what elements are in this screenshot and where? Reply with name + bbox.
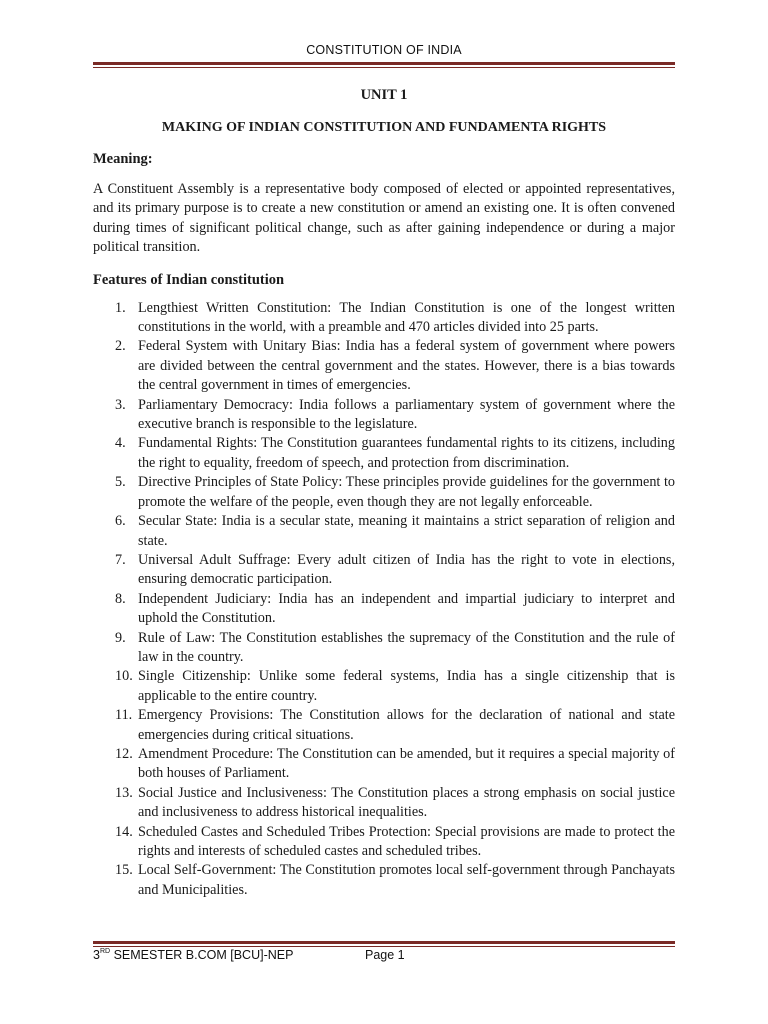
feature-number: 11. (115, 707, 133, 724)
feature-item (93, 299, 675, 338)
footer-semester-suffix: RD (99, 948, 111, 955)
footer-course: SEMESTER B.COM [BCU]-NEP (113, 948, 294, 962)
header-rule-thick (93, 62, 675, 65)
feature-number: 6. (115, 513, 126, 530)
meaning-heading: Meaning: (93, 151, 153, 167)
feature-item (93, 551, 675, 590)
feature-item (93, 512, 675, 551)
feature-number: 14. (115, 823, 133, 840)
feature-text: Secular State: India is a secular state, meaning it maintains a strict separation of religion and state. (138, 513, 675, 549)
feature-text: Single Citizenship: Unlike some federal systems, India has a single citizenship that is applicable to the entire country. (138, 668, 675, 704)
footer-rule-thin (93, 946, 675, 947)
feature-number: 4. (115, 435, 126, 452)
feature-text: Social Justice and Inclusiveness: The Constitution places a strong emphasis on social justice and inclusiveness to address historical inequalities. (138, 784, 675, 821)
footer-rule-thick (93, 941, 675, 944)
feature-text: Fundamental Rights: The Constitution guarantees fundamental rights to its citizens, including the right to equality, freedom of speech, and protection from discrimination. (138, 435, 675, 471)
feature-text: Universal Adult Suffrage: Every adult citizen of India has the right to vote in elections, ensuring democratic participation. (138, 551, 675, 588)
feature-number: 9. (115, 629, 126, 646)
feature-text: Lengthiest Written Constitution: The Indian Constitution is one of the longest written constitutions in the world, with a preamble and 470 articles divided into 25 parts. (138, 299, 675, 336)
feature-item (93, 784, 675, 823)
feature-item (93, 473, 675, 512)
feature-number: 3. (115, 396, 126, 413)
feature-text: Rule of Law: The Constitution establishes the supremacy of the Constitution and the rule of law in the country. (138, 629, 675, 665)
footer-semester (93, 948, 293, 962)
meaning-paragraph: A Constituent Assembly is a representative body composed of elected or appointed representatives, and its primary purpose is to create a new constitution or amend an existing one. It is often convened during times of significant political change, such as after gaining independence or during a major political transition. (93, 181, 675, 256)
feature-text: Local Self-Government: The Constitution promotes local self-government through Panchayats and Municipalities. (138, 862, 675, 898)
feature-text: Federal System with Unitary Bias: India has a federal system of government where powers are divided between the central government and the states. However, there is a bias towards the central government in times of emergencies. (138, 338, 675, 394)
feature-text: Independent Judiciary: India has an independent and impartial judiciary to interpret and uphold the Constitution. (138, 590, 675, 627)
section-title: MAKING OF INDIAN CONSTITUTION AND FUNDAMENTA RIGHTS (161, 120, 607, 135)
feature-text: Scheduled Castes and Scheduled Tribes Protection: Special provisions are made to protect the rights and interests of scheduled castes and scheduled tribes. (138, 823, 675, 859)
feature-number: 10. (115, 668, 133, 685)
feature-number: 15. (115, 862, 133, 879)
feature-item (93, 706, 675, 745)
features-list (93, 299, 675, 901)
feature-item (93, 590, 675, 629)
feature-item (93, 861, 675, 900)
feature-text: Emergency Provisions: The Constitution allows for the declaration of national and state emergencies during critical situations. (138, 707, 675, 743)
feature-number: 7. (115, 551, 126, 568)
feature-item (93, 396, 675, 435)
page-footer (93, 948, 675, 968)
feature-number: 5. (115, 474, 126, 491)
footer-page-number: Page 1 (365, 948, 405, 962)
feature-text: Amendment Procedure: The Constitution can be amended, but it requires a special majority of both houses of Parliament. (138, 745, 675, 782)
unit-heading: UNIT 1 (360, 87, 408, 103)
header-title: CONSTITUTION OF INDIA (306, 43, 462, 57)
feature-item (93, 667, 675, 706)
features-heading: Features of Indian constitution (93, 271, 285, 288)
page-content (93, 82, 675, 900)
feature-number: 2. (115, 338, 126, 355)
feature-text: Directive Principles of State Policy: These principles provide guidelines for the government to promote the welfare of the people, even though they are not legally enforceable. (138, 474, 675, 510)
feature-number: 1. (115, 299, 126, 316)
feature-item (93, 629, 675, 668)
feature-item (93, 337, 675, 395)
feature-item (93, 823, 675, 862)
feature-item (93, 434, 675, 473)
feature-item (93, 745, 675, 784)
feature-text: Parliamentary Democracy: India follows a parliamentary system of government where the executive branch is responsible to the legislature. (138, 396, 675, 433)
feature-number: 13. (115, 784, 133, 801)
feature-number: 12. (115, 745, 133, 762)
header-rule-thin (93, 67, 675, 68)
feature-number: 8. (115, 590, 126, 607)
footer-semester-number: 3 (93, 948, 100, 962)
